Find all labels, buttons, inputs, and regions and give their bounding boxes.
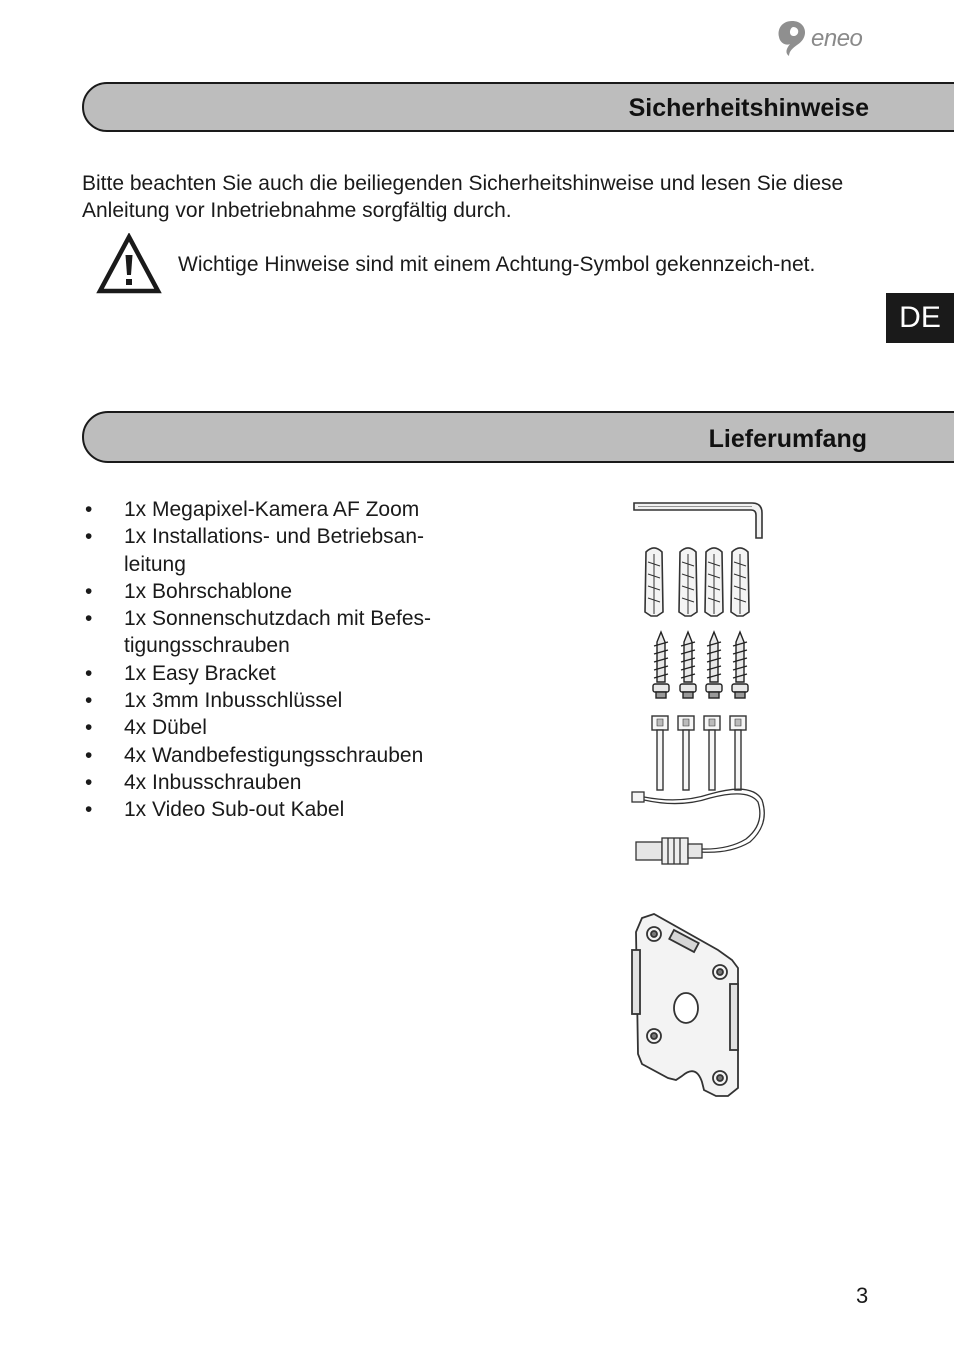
list-item — [82, 496, 502, 523]
bullet: • — [85, 770, 93, 794]
list-item-text: 1x Installations- und Betriebsan-leitung — [124, 525, 424, 576]
parts-illustration — [620, 498, 790, 1108]
delivery-items-list — [82, 496, 502, 824]
list-item — [82, 660, 502, 687]
list-item-text: 1x Video Sub-out Kabel — [124, 798, 345, 822]
list-item — [82, 769, 502, 796]
bullet: • — [85, 798, 93, 822]
list-item-text: 4x Inbusschrauben — [124, 770, 302, 794]
bullet: • — [85, 661, 93, 685]
list-item — [82, 523, 454, 578]
language-tab: DE — [886, 293, 954, 343]
list-item-text: 1x Bohrschablone — [124, 579, 293, 603]
bullet: • — [85, 689, 93, 713]
eneo-swirl-logo — [775, 18, 809, 58]
warning-triangle-icon — [96, 233, 162, 295]
section-header-safety — [82, 82, 954, 132]
list-item-text: 1x Sonnenschutzdach mit Befes-tigungsschrauben — [124, 607, 432, 658]
bullet: • — [85, 525, 93, 549]
section-header-delivery — [82, 411, 954, 463]
list-item — [82, 714, 502, 741]
hex-key-icon — [634, 503, 762, 538]
bullet: • — [85, 498, 93, 521]
list-item — [82, 578, 502, 605]
list-item — [82, 687, 502, 714]
list-item-text: 1x 3mm Inbusschlüssel — [124, 689, 343, 713]
wall-screws-icon — [653, 632, 748, 698]
bullet: • — [85, 743, 93, 767]
warning-note-text: Wichtige Hinweise sind mit einem Achtung-Symbol gekennzeich-net. — [178, 253, 816, 276]
bullet: • — [85, 716, 93, 740]
page-number: 3 — [856, 1283, 869, 1308]
hex-screws-icon — [652, 716, 746, 790]
section-title: Sicherheitshinweise — [628, 94, 869, 122]
safety-intro-text: Bitte beachten Sie auch die beiliegenden Sicherheitshinweise und lesen Sie diese Anleitung vor Inbetriebnahme sorgfältig durch. — [82, 172, 844, 222]
easy-bracket-icon — [632, 914, 738, 1096]
bullet: • — [85, 607, 93, 631]
section-title: Lieferumfang — [708, 425, 867, 453]
list-item-text: 1x Easy Bracket — [124, 661, 276, 685]
list-item — [82, 796, 502, 823]
eneo-logo — [775, 18, 885, 58]
bullet: • — [85, 579, 93, 603]
list-item-text: 4x Dübel — [124, 716, 207, 740]
video-cable-icon — [632, 789, 764, 864]
list-item — [82, 605, 469, 660]
list-item — [82, 742, 502, 769]
wall-plugs-icon — [645, 548, 749, 616]
list-item-text: 4x Wandbefestigungsschrauben — [124, 743, 424, 767]
logo-text: eneo — [811, 25, 863, 52]
list-item-text: 1x Megapixel-Kamera AF Zoom — [124, 498, 420, 521]
